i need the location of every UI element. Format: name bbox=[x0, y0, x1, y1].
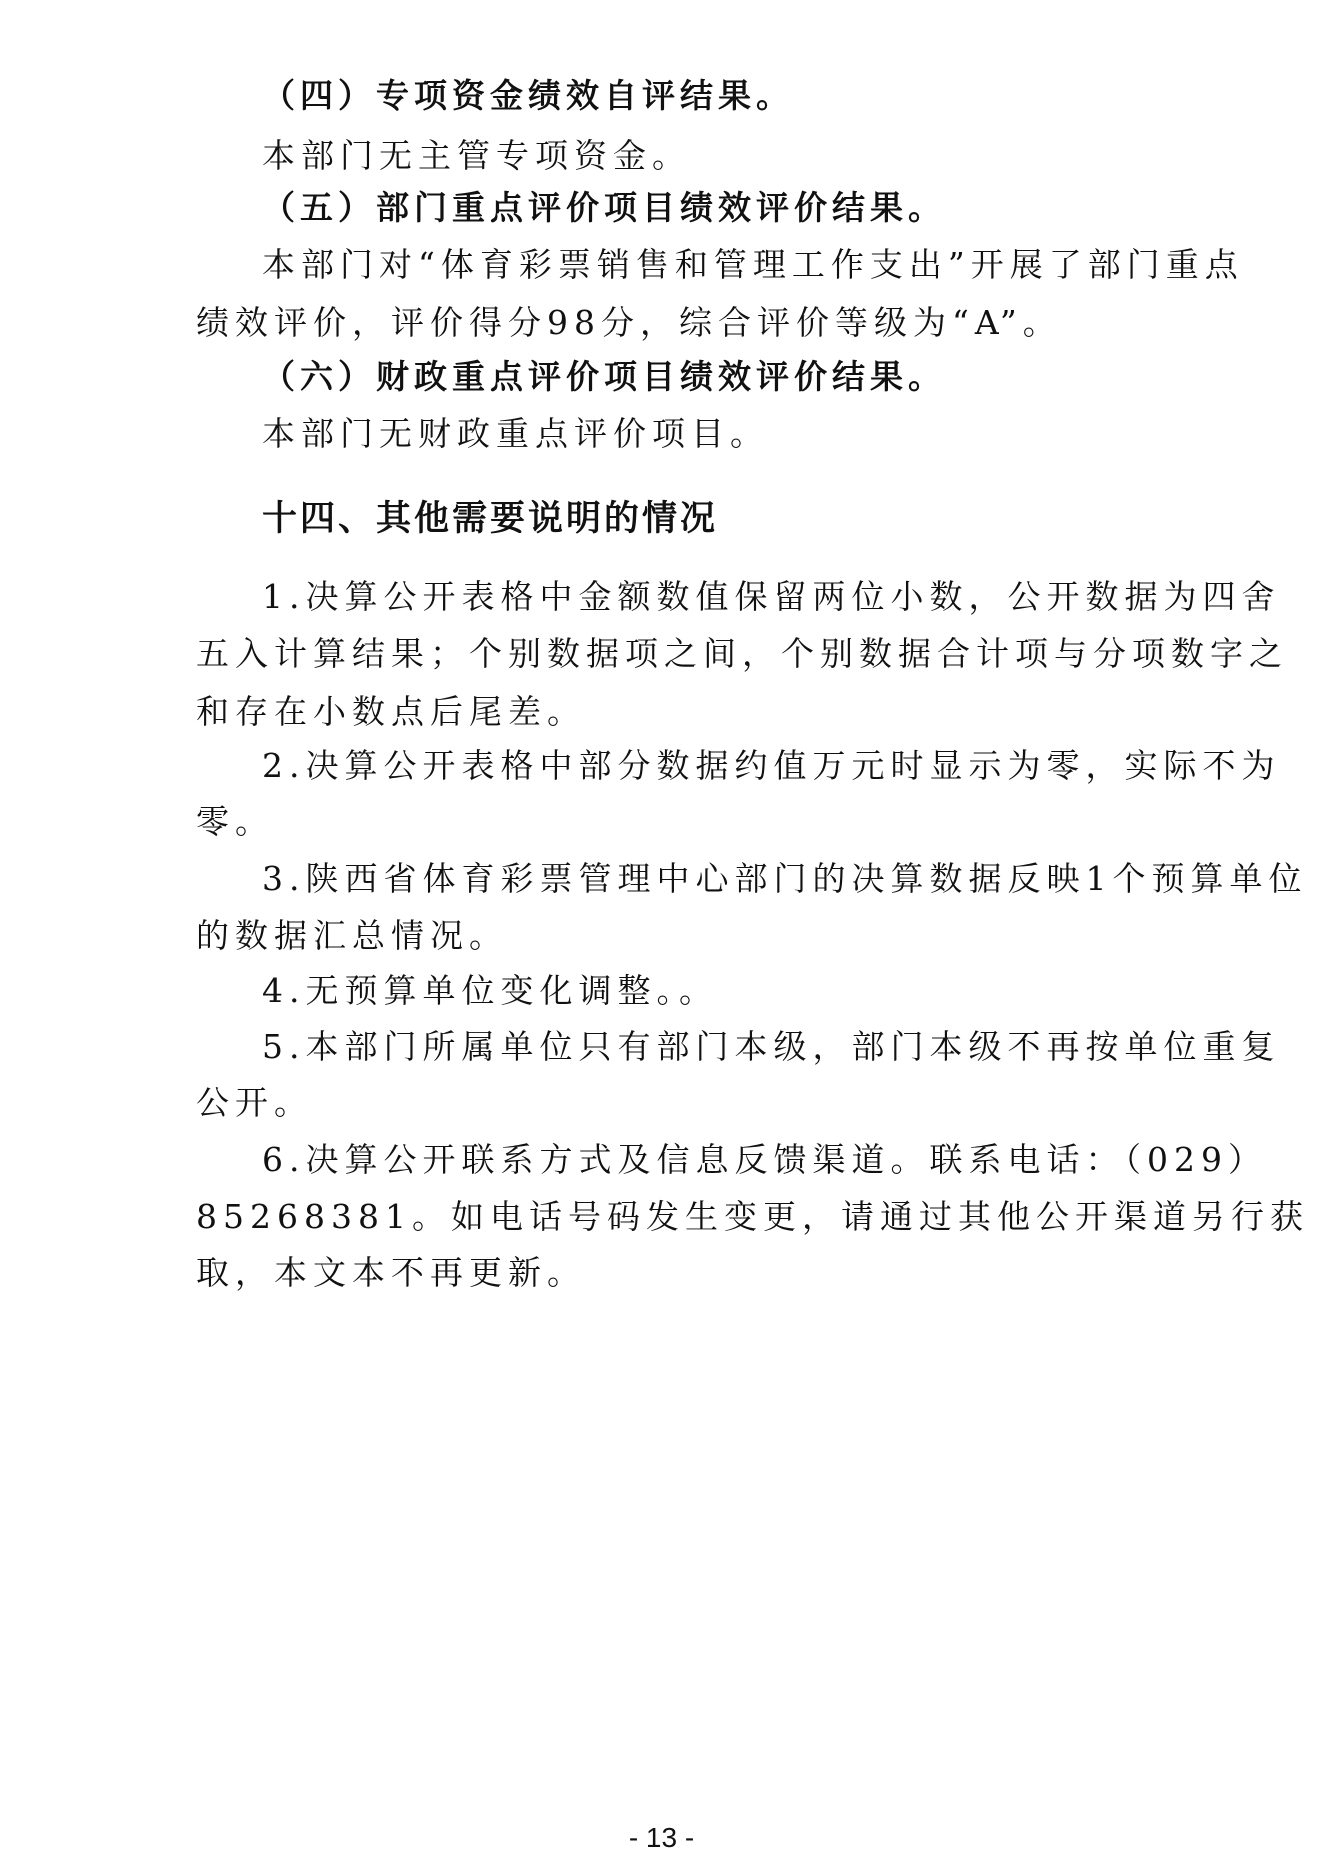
item-1-line-2: 五入计算结果；个别数据项之间，个别数据合计项与分项数字之 bbox=[196, 634, 1288, 673]
section-five-body-line-2: 绩效评价，评价得分98分，综合评价等级为“A”。 bbox=[196, 303, 1062, 342]
item-1-line-3: 和存在小数点后尾差。 bbox=[196, 692, 586, 731]
item-6-line-2: 85268381。如电话号码发生变更，请通过其他公开渠道另行获 bbox=[196, 1197, 1309, 1236]
item-6-line-3: 取，本文本不再更新。 bbox=[196, 1253, 586, 1292]
section-six-heading: （六）财政重点评价项目绩效评价结果。 bbox=[262, 357, 946, 396]
item-4-line-1: 4.无预算单位变化调整。。 bbox=[262, 971, 718, 1010]
section-four-heading: （四）专项资金绩效自评结果。 bbox=[262, 76, 794, 115]
item-3-line-1: 3.陕西省体育彩票管理中心部门的决算数据反映1个预算单位 bbox=[262, 859, 1308, 898]
item-3-line-2: 的数据汇总情况。 bbox=[196, 916, 508, 955]
item-2-line-1: 2.决算公开表格中部分数据约值万元时显示为零，实际不为 bbox=[262, 746, 1281, 785]
section-five-heading: （五）部门重点评价项目绩效评价结果。 bbox=[262, 188, 946, 227]
item-6-line-1: 6.决算公开联系方式及信息反馈渠道。联系电话：（029） bbox=[262, 1140, 1267, 1179]
section-four-body: 本部门无主管专项资金。 bbox=[262, 136, 691, 175]
item-2-line-2: 零。 bbox=[196, 802, 274, 841]
item-1-line-1: 1.决算公开表格中金额数值保留两位小数，公开数据为四舍 bbox=[262, 577, 1281, 616]
chapter-title: 十四、其他需要说明的情况 bbox=[262, 499, 719, 539]
item-5-line-1: 5.本部门所属单位只有部门本级，部门本级不再按单位重复 bbox=[262, 1027, 1281, 1066]
section-six-body: 本部门无财政重点评价项目。 bbox=[262, 414, 769, 453]
section-five-body-line-1: 本部门对“体育彩票销售和管理工作支出”开展了部门重点 bbox=[262, 245, 1244, 284]
item-5-line-2: 公开。 bbox=[196, 1083, 313, 1122]
page-number: - 13 - bbox=[628, 1822, 695, 1853]
